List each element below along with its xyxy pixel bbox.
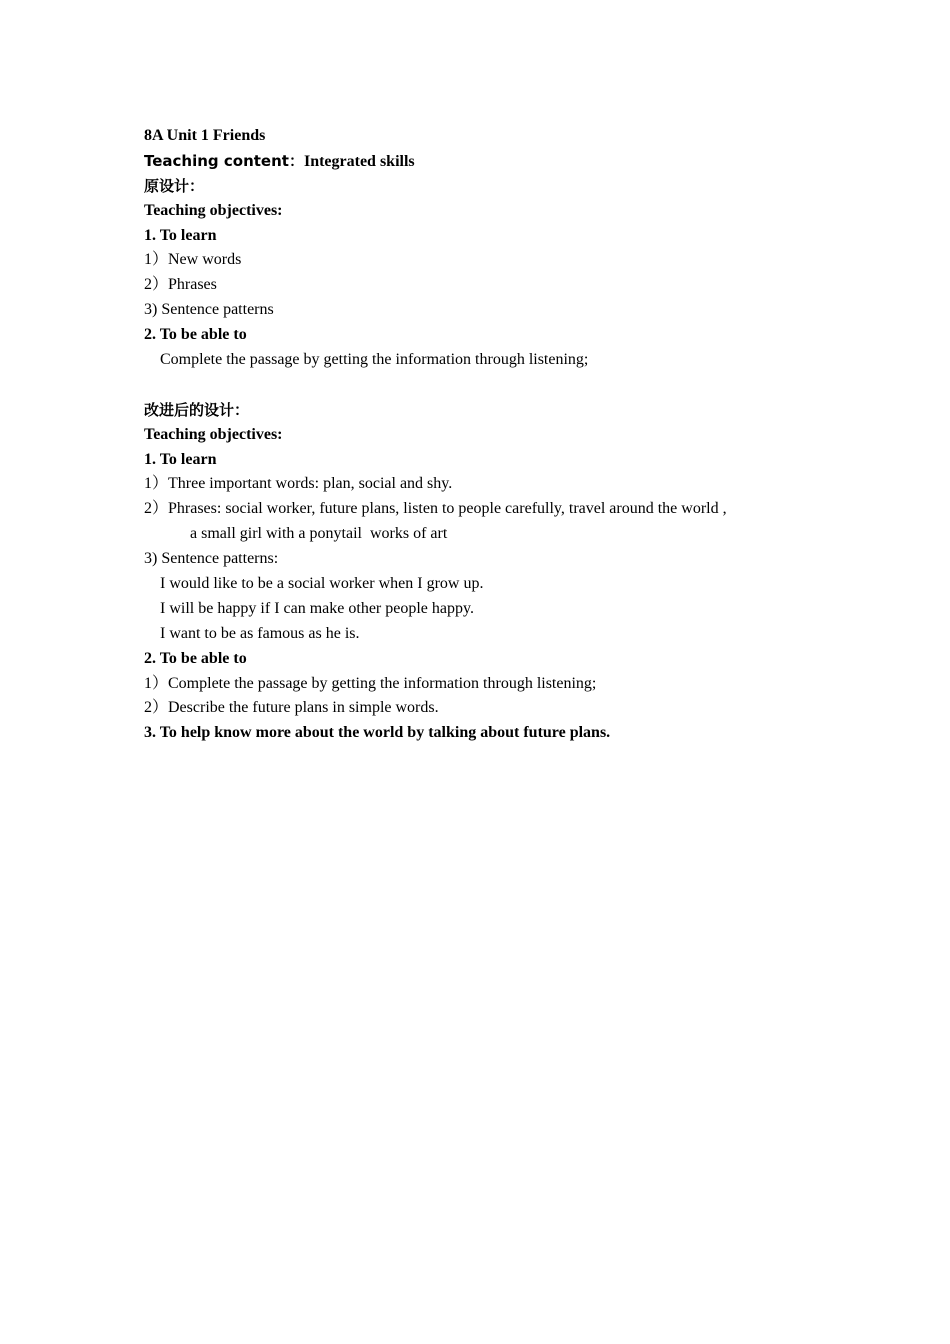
blank-line (144, 373, 824, 398)
improved-objectives-heading: Teaching objectives: (144, 425, 283, 443)
document-title: 8A Unit 1 Friends (144, 127, 266, 144)
improved-patterns-heading: 3) Sentence patterns: (144, 550, 279, 568)
improved-phrases-continuation: a small girl with a ponytail works of art (190, 525, 448, 543)
original-learn-item: 1）New words (144, 251, 242, 269)
original-learn-item: 2）Phrases (144, 276, 217, 294)
original-objectives-heading: Teaching objectives: (144, 201, 283, 219)
original-able-item: Complete the passage by getting the information through listening; (160, 351, 589, 369)
original-able-heading: 2. To be able to (144, 326, 247, 344)
improved-able-item: 1）Complete the passage by getting the information through listening; (144, 674, 597, 692)
teaching-content-value: Integrated skills (303, 152, 415, 170)
original-learn-heading: 1. To learn (144, 226, 217, 244)
improved-pattern-item: I would like to be a social worker when I grow up. (160, 575, 484, 593)
improved-able-heading: 2. To be able to (144, 649, 247, 667)
document-page (144, 124, 824, 746)
original-design-heading: 原设计： (144, 176, 205, 195)
original-learn-item: 3) Sentence patterns (144, 301, 274, 319)
teaching-content-line (144, 149, 824, 174)
improved-phrases-item: 2）Phrases: social worker, future plans, listen to people carefully, travel around the world , (144, 500, 727, 518)
improved-pattern-item: I want to be as famous as he is. (160, 624, 360, 642)
improved-help-heading: 3. To help know more about the world by talking about future plans. (144, 724, 611, 742)
improved-design-heading: 改进后的设计： (144, 400, 250, 419)
improved-words-item: 1）Three important words: plan, social and shy. (144, 475, 453, 493)
improved-pattern-item: I will be happy if I can make other people happy. (160, 599, 474, 617)
improved-learn-heading: 1. To learn (144, 450, 217, 468)
improved-able-item: 2）Describe the future plans in simple words. (144, 699, 439, 717)
teaching-content-label: Teaching content： (144, 151, 304, 170)
